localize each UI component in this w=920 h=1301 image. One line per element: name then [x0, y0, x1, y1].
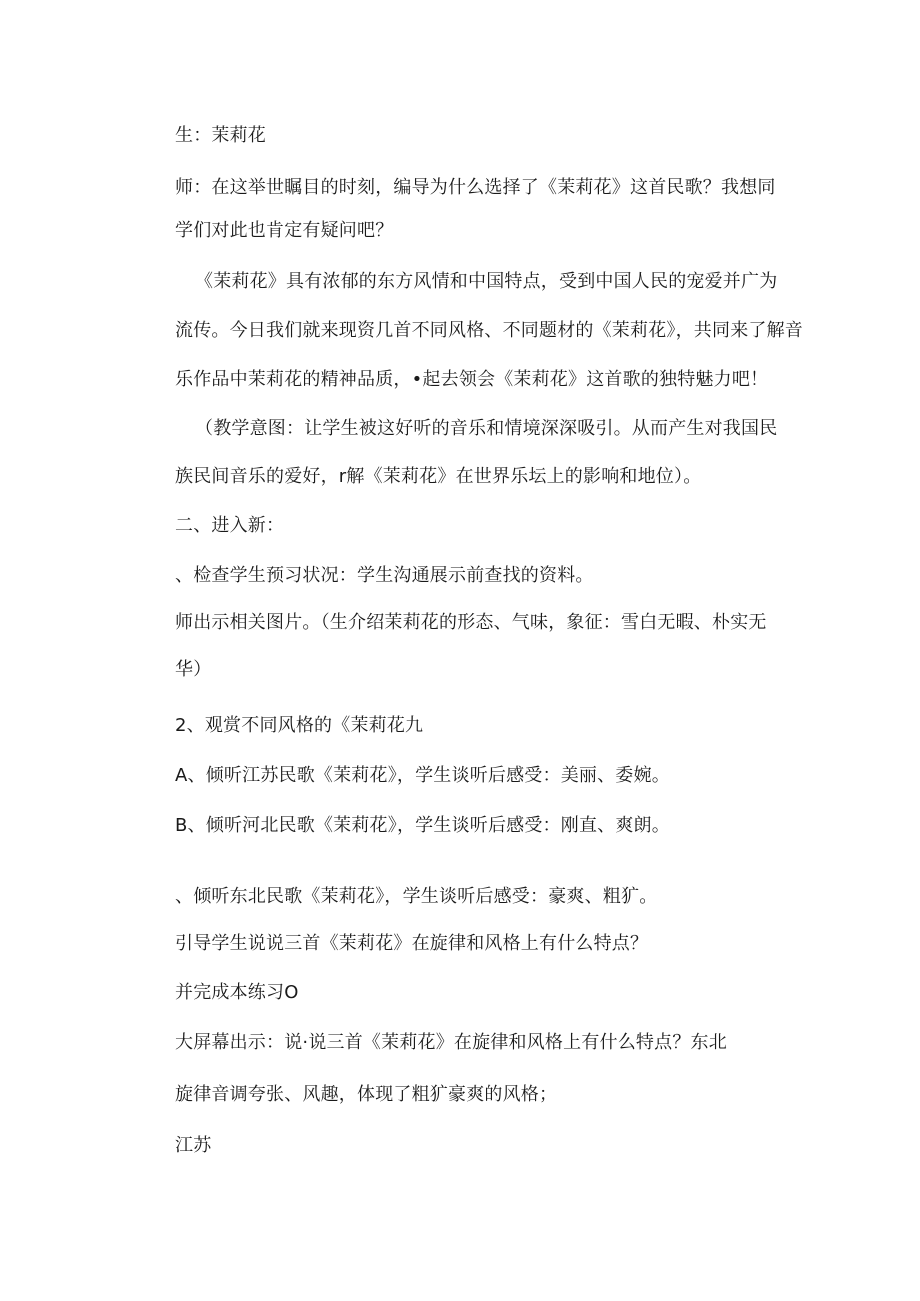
text-line-21: 江苏 [175, 1135, 212, 1156]
text-line-11: 师出示相关图片。（生介绍茉莉花的形态、气味，象征：雪白无暇、朴实无 [175, 612, 767, 633]
text-line-17: 引导学生说说三首《茉莉花》在旋律和风格上有什么特点？ [175, 933, 649, 954]
text-line-13: 2、观赏不同风格的《茉莉花九 [175, 715, 424, 736]
text-line-1: 生：茉莉花 [175, 125, 266, 146]
text-line-10: 、检查学生预习状况：学生沟通展示前查找的资料。 [175, 565, 594, 586]
text-line-8: 族民间音乐的爱好，r解《茉莉花》在世界乐坛上的影响和地位）。 [175, 466, 702, 487]
text-line-15: B、倾听河北民歌《茉莉花》，学生谈听后感受：刚直、爽朗。 [175, 815, 670, 836]
text-line-4: 《茉莉花》具有浓郁的东方风情和中国特点，受到中国人民的宠爱并广为 [195, 271, 778, 292]
text-line-19: 大屏幕出示：说·说三首《茉莉花》在旋律和风格上有什么特点？东北 [175, 1032, 727, 1053]
text-line-18: 并完成本练习O [175, 982, 299, 1003]
text-line-5: 流传。今日我们就来现资几首不同风格、不同题材的《茉莉花》，共同来了解音 [175, 320, 803, 341]
section-heading: 二、进入新： [175, 515, 285, 536]
text-line-6: 乐作品中茉莉花的精神品质，•起去领会《茉莉花》这首歌的独特魅力吧！ [175, 369, 769, 390]
text-line-16: 、倾听东北民歌《茉莉花》，学生谈听后感受：豪爽、粗犷。 [175, 886, 658, 907]
text-line-14: A、倾听江苏民歌《茉莉花》，学生谈听后感受：美丽、委婉。 [175, 765, 670, 786]
text-line-20: 旋律音调夸张、风趣，体现了粗犷豪爽的风格； [175, 1084, 558, 1105]
text-line-7: （教学意图：让学生被这好听的音乐和情境深深吸引。从而产生对我国民 [195, 418, 778, 439]
text-line-3: 学们对此也肯定有疑问吧？ [175, 220, 394, 241]
text-line-12: 华） [175, 659, 212, 680]
text-line-2: 师：在这举世瞩目的时刻，编导为什么选择了《茉莉花》这首民歌？我想同 [175, 177, 776, 198]
